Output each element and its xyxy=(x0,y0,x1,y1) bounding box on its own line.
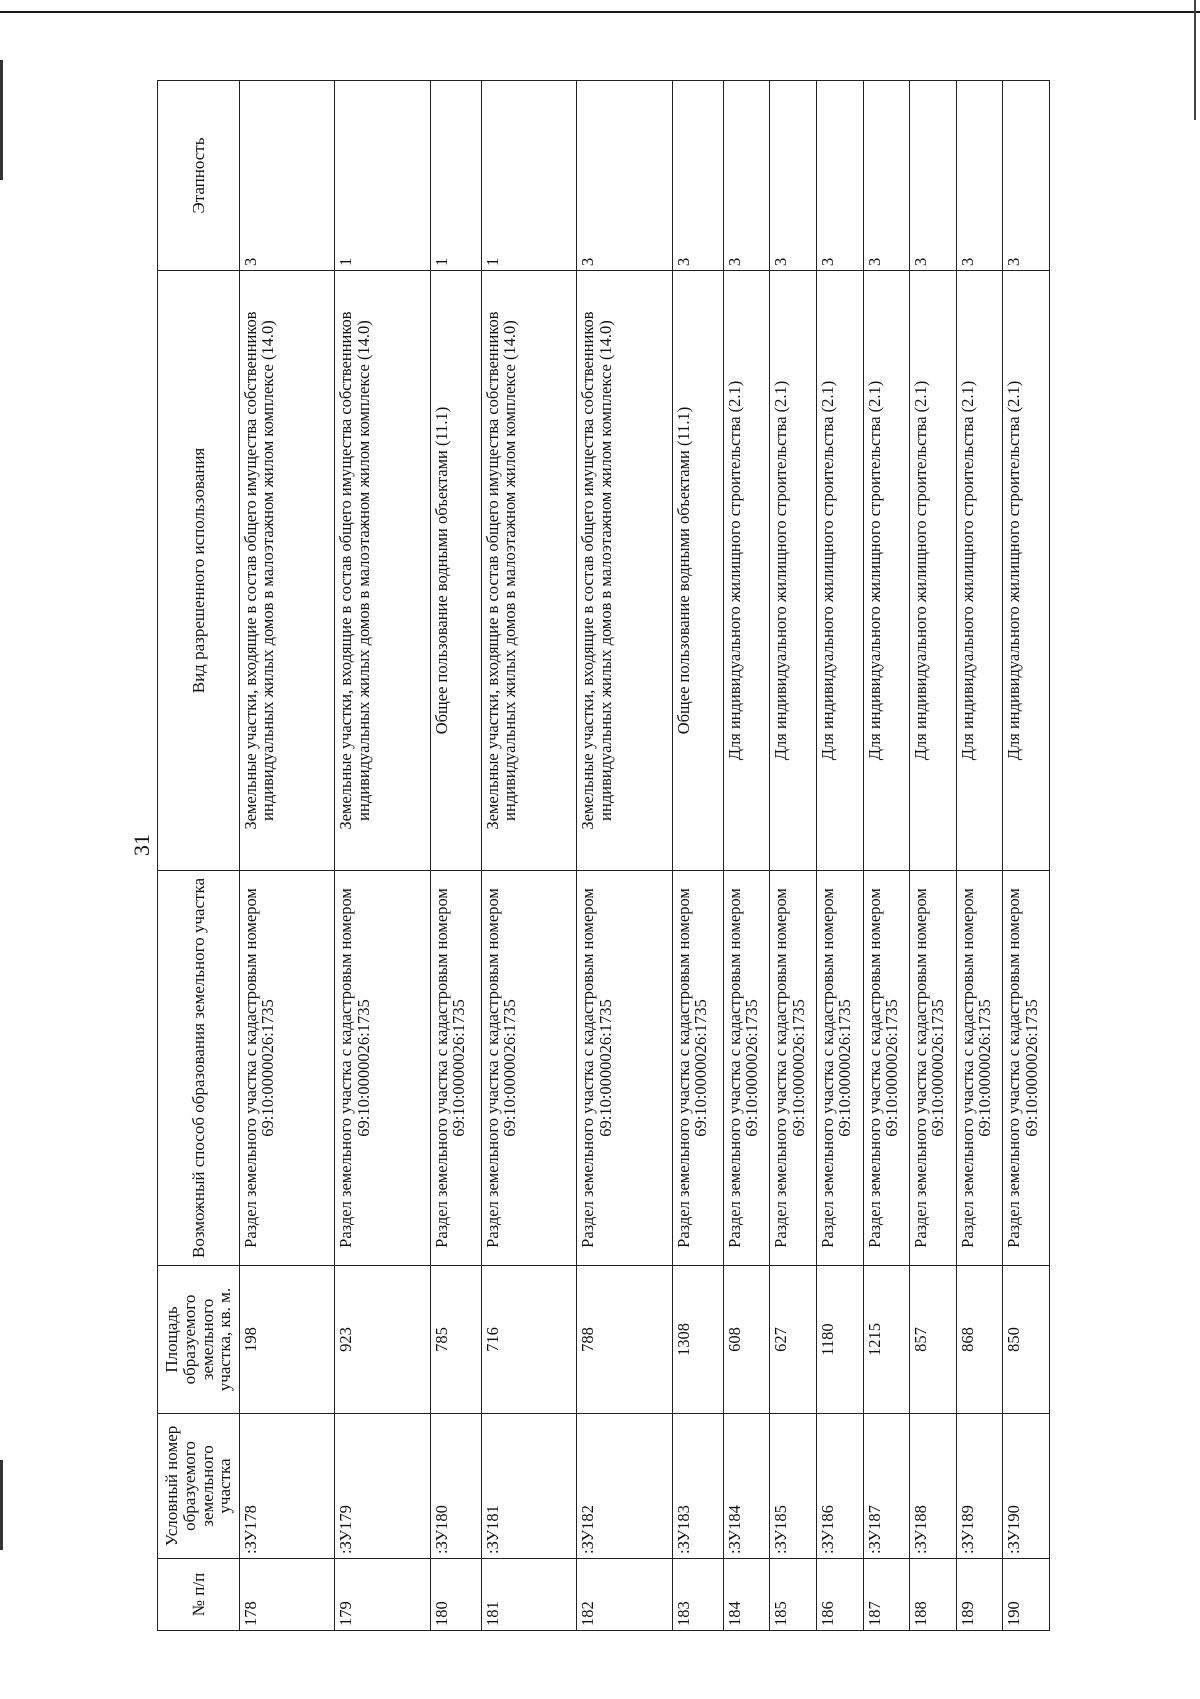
cell-method: Раздел земельного участка с кадастровым номером 69:10:0000026:1735 xyxy=(577,871,672,1266)
cell-number: 187 xyxy=(863,1559,910,1631)
cell-method: Раздел земельного участка с кадастровым номером 69:10:0000026:1735 xyxy=(816,871,863,1266)
cell-method: Раздел земельного участка с кадастровым номером 69:10:0000026:1735 xyxy=(335,871,430,1266)
cell-area: 788 xyxy=(577,1266,672,1414)
cell-stage: 3 xyxy=(723,81,770,271)
table-row xyxy=(863,81,910,1631)
cell-method: Раздел земельного участка с кадастровым номером 69:10:0000026:1735 xyxy=(956,871,1003,1266)
cell-use: Для индивидуального жилищного строительства (2.1) xyxy=(956,271,1003,871)
cell-number: 186 xyxy=(816,1559,863,1631)
cell-area: 857 xyxy=(910,1266,957,1414)
table-row xyxy=(240,81,335,1631)
table-row xyxy=(430,81,481,1631)
cell-use: Общее пользование водными объектами (11.1) xyxy=(672,271,723,871)
cell-stage: 3 xyxy=(770,81,817,271)
table-row xyxy=(956,81,1003,1631)
table-body xyxy=(240,81,1050,1631)
cell-number: 180 xyxy=(430,1559,481,1631)
cell-method: Раздел земельного участка с кадастровым номером 69:10:0000026:1735 xyxy=(672,871,723,1266)
header-use: Вид разрешенного использования xyxy=(158,271,240,871)
cell-number: 185 xyxy=(770,1559,817,1631)
cell-stage: 3 xyxy=(1003,81,1050,271)
cell-code: :ЗУ179 xyxy=(335,1414,430,1559)
scan-edge-line xyxy=(1194,0,1196,120)
table-row xyxy=(1003,81,1050,1631)
table-row xyxy=(910,81,957,1631)
table-row xyxy=(770,81,817,1631)
cell-use: Земельные участки, входящие в состав общего имущества собственников индивидуальных жилых домов в малоэтажном жилом комплексе (14.0) xyxy=(335,271,430,871)
cell-area: 785 xyxy=(430,1266,481,1414)
cell-use: Общее пользование водными объектами (11.1) xyxy=(430,271,481,871)
cell-code: :ЗУ183 xyxy=(672,1414,723,1559)
cell-area: 850 xyxy=(1003,1266,1050,1414)
cell-method: Раздел земельного участка с кадастровым номером 69:10:0000026:1735 xyxy=(770,871,817,1266)
cell-code: :ЗУ188 xyxy=(910,1414,957,1559)
cell-number: 181 xyxy=(481,1559,576,1631)
cell-number: 189 xyxy=(956,1559,1003,1631)
cell-number: 183 xyxy=(672,1559,723,1631)
cell-code: :ЗУ178 xyxy=(240,1414,335,1559)
cell-area: 627 xyxy=(770,1266,817,1414)
cell-stage: 3 xyxy=(910,81,957,271)
cell-method: Раздел земельного участка с кадастровым номером 69:10:0000026:1735 xyxy=(910,871,957,1266)
cell-number: 182 xyxy=(577,1559,672,1631)
cell-area: 923 xyxy=(335,1266,430,1414)
header-stage: Этапность xyxy=(158,81,240,271)
header-method: Возможный способ образования земельного участка xyxy=(158,871,240,1266)
table-row xyxy=(816,81,863,1631)
land-plots-table-wrapper xyxy=(157,80,1050,1630)
cell-code: :ЗУ190 xyxy=(1003,1414,1050,1559)
cell-code: :ЗУ187 xyxy=(863,1414,910,1559)
cell-area: 1215 xyxy=(863,1266,910,1414)
cell-method: Раздел земельного участка с кадастровым номером 69:10:0000026:1735 xyxy=(240,871,335,1266)
cell-stage: 1 xyxy=(430,81,481,271)
header-area: Площадь образуемого земельного участка, кв. м. xyxy=(158,1266,240,1414)
cell-method: Раздел земельного участка с кадастровым номером 69:10:0000026:1735 xyxy=(481,871,576,1266)
cell-code: :ЗУ184 xyxy=(723,1414,770,1559)
cell-method: Раздел земельного участка с кадастровым номером 69:10:0000026:1735 xyxy=(863,871,910,1266)
table-row xyxy=(723,81,770,1631)
cell-number: 184 xyxy=(723,1559,770,1631)
table-header-row xyxy=(158,81,240,1631)
header-code: Условный номер образуемого земельного участка xyxy=(158,1414,240,1559)
cell-code: :ЗУ189 xyxy=(956,1414,1003,1559)
cell-method: Раздел земельного участка с кадастровым номером 69:10:0000026:1735 xyxy=(430,871,481,1266)
cell-number: 188 xyxy=(910,1559,957,1631)
cell-use: Земельные участки, входящие в состав общего имущества собственников индивидуальных жилых домов в малоэтажном жилом комплексе (14.0) xyxy=(577,271,672,871)
cell-stage: 1 xyxy=(481,81,576,271)
cell-method: Раздел земельного участка с кадастровым номером 69:10:0000026:1735 xyxy=(1003,871,1050,1266)
cell-use: Для индивидуального жилищного строительства (2.1) xyxy=(863,271,910,871)
cell-code: :ЗУ182 xyxy=(577,1414,672,1559)
cell-use: Для индивидуального жилищного строительства (2.1) xyxy=(723,271,770,871)
table-row xyxy=(481,81,576,1631)
cell-method: Раздел земельного участка с кадастровым номером 69:10:0000026:1735 xyxy=(723,871,770,1266)
cell-use: Земельные участки, входящие в состав общего имущества собственников индивидуальных жилых домов в малоэтажном жилом комплексе (14.0) xyxy=(240,271,335,871)
cell-stage: 1 xyxy=(335,81,430,271)
cell-number: 179 xyxy=(335,1559,430,1631)
cell-stage: 3 xyxy=(672,81,723,271)
cell-use: Для индивидуального жилищного строительства (2.1) xyxy=(1003,271,1050,871)
land-plots-table xyxy=(157,80,1050,1631)
scan-edge-line xyxy=(0,60,3,180)
cell-area: 716 xyxy=(481,1266,576,1414)
table-row xyxy=(672,81,723,1631)
cell-stage: 3 xyxy=(240,81,335,271)
cell-code: :ЗУ180 xyxy=(430,1414,481,1559)
header-number: № п/п xyxy=(158,1559,240,1631)
table-row xyxy=(335,81,430,1631)
cell-code: :ЗУ186 xyxy=(816,1414,863,1559)
cell-area: 608 xyxy=(723,1266,770,1414)
scan-edge-line xyxy=(0,11,1200,13)
cell-code: :ЗУ181 xyxy=(481,1414,576,1559)
cell-area: 1180 xyxy=(816,1266,863,1414)
cell-use: Для индивидуального жилищного строительства (2.1) xyxy=(910,271,957,871)
cell-number: 178 xyxy=(240,1559,335,1631)
cell-stage: 3 xyxy=(816,81,863,271)
page-number: 31 xyxy=(129,834,154,856)
cell-use: Земельные участки, входящие в состав общего имущества собственников индивидуальных жилых домов в малоэтажном жилом комплексе (14.0) xyxy=(481,271,576,871)
cell-stage: 3 xyxy=(956,81,1003,271)
cell-stage: 3 xyxy=(577,81,672,271)
cell-area: 868 xyxy=(956,1266,1003,1414)
cell-stage: 3 xyxy=(863,81,910,271)
cell-use: Для индивидуального жилищного строительства (2.1) xyxy=(770,271,817,871)
scan-edge-line xyxy=(0,1460,3,1550)
cell-use: Для индивидуального жилищного строительства (2.1) xyxy=(816,271,863,871)
cell-code: :ЗУ185 xyxy=(770,1414,817,1559)
cell-area: 1308 xyxy=(672,1266,723,1414)
cell-number: 190 xyxy=(1003,1559,1050,1631)
cell-area: 198 xyxy=(240,1266,335,1414)
table-row xyxy=(577,81,672,1631)
